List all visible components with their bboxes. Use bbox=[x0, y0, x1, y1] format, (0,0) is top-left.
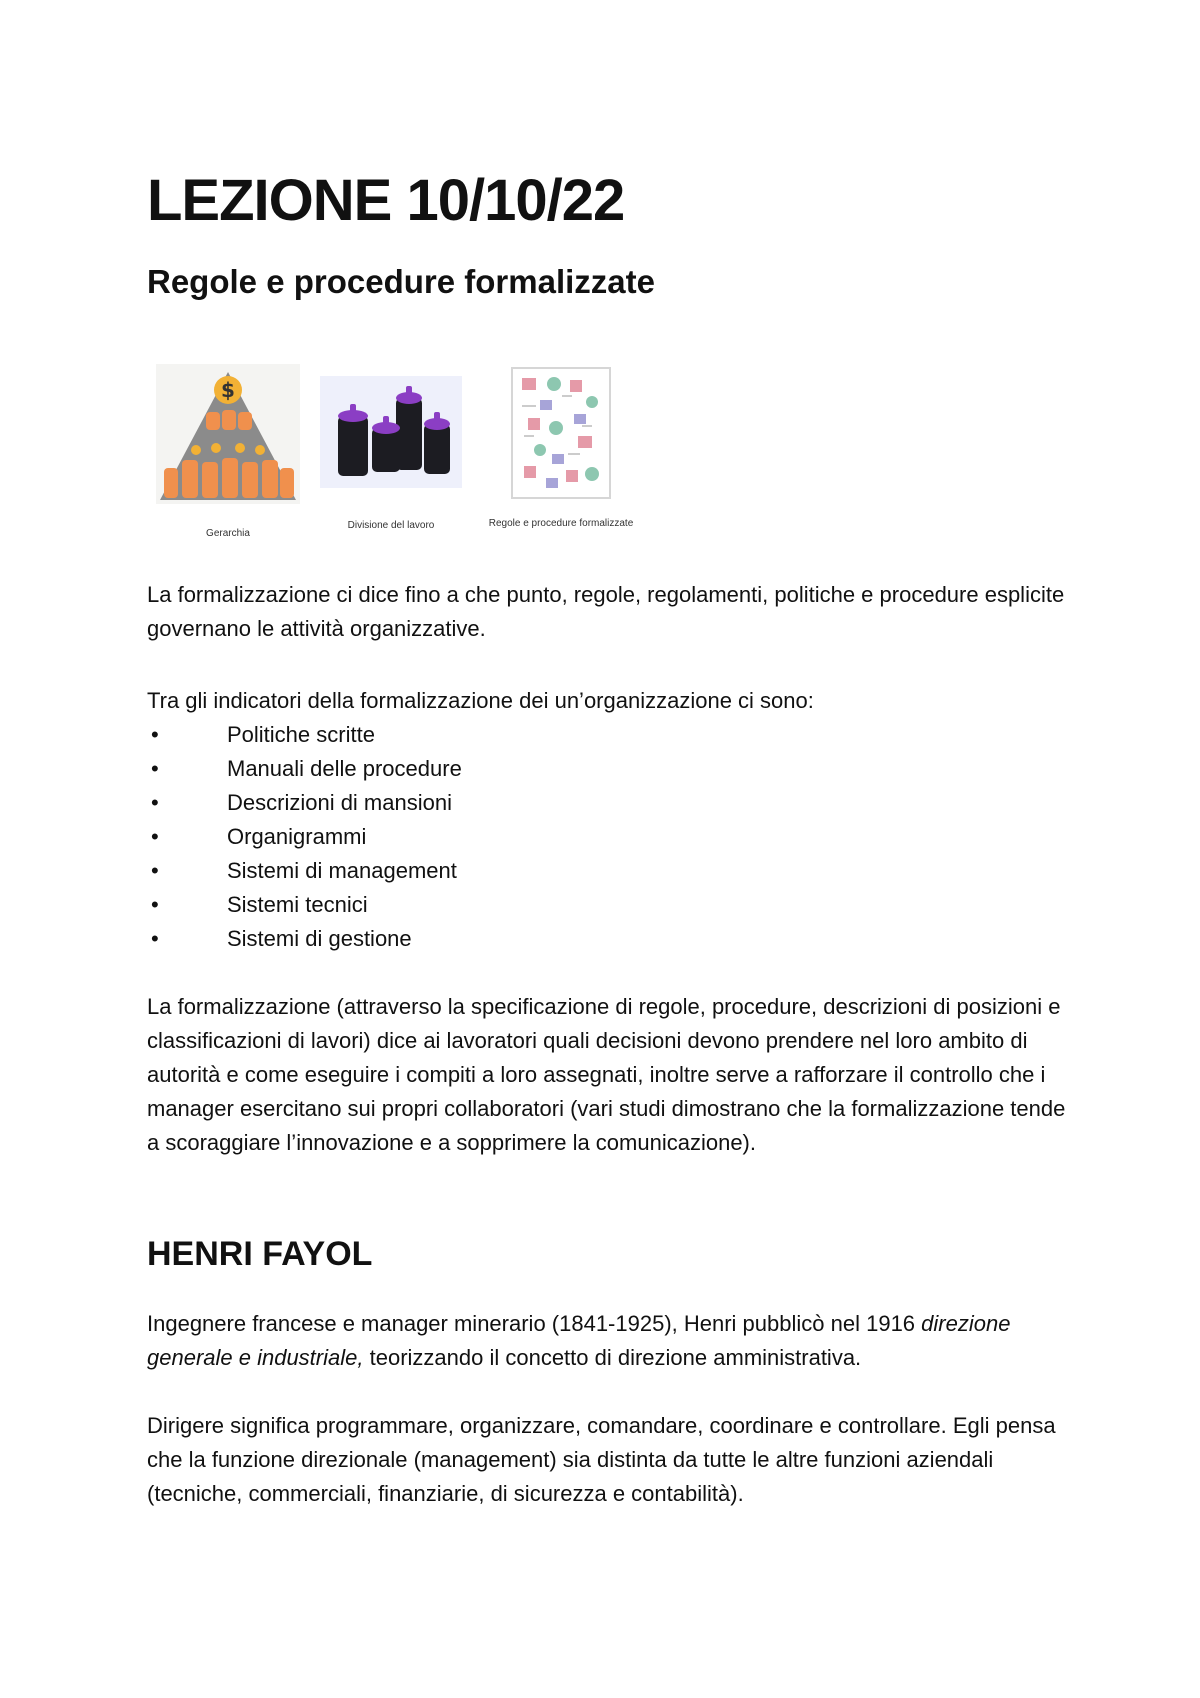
division-of-labor-icon bbox=[320, 376, 462, 531]
bullet-icon: • bbox=[151, 824, 159, 849]
paragraph-management-definition: Dirigere significa programmare, organizzare, comandare, coordinare e controllare. Egli pensa che la funzione direzionale (management) sia distinta da tutte le altre funzioni aziendali (tecniche, commerciali, finanziarie, di sicurezza e contabilità). bbox=[147, 1413, 1056, 1506]
figure-caption: Divisione del lavoro bbox=[347, 520, 435, 531]
svg-text:$: $ bbox=[221, 378, 235, 402]
figure-caption: Regole e procedure formalizzate bbox=[488, 518, 634, 529]
list-item: • Manuali delle procedure bbox=[147, 752, 462, 786]
paragraph-fayol-bio: Ingegnere francese e manager minerario (1841-1925), Henri pubblicò nel 1916 direzione generale e industriale, teorizzando il concetto di direzione amministrativa. bbox=[147, 1311, 1011, 1370]
figure-strip bbox=[150, 356, 670, 539]
paragraph-formalization-definition: La formalizzazione ci dice fino a che punto, regole, regolamenti, politiche e procedure esplicite governano le attività organizzative. bbox=[147, 582, 1065, 641]
list-item: • Sistemi di management bbox=[147, 854, 462, 888]
bullet-icon: • bbox=[151, 892, 159, 917]
bullet-icon: • bbox=[151, 858, 159, 883]
bullet-icon: • bbox=[151, 756, 159, 781]
bullet-icon: • bbox=[151, 722, 159, 747]
list-item: • Sistemi di gestione bbox=[147, 922, 462, 956]
rules-procedures-icon bbox=[488, 366, 634, 529]
bullet-icon: • bbox=[151, 926, 159, 951]
page-title: LEZIONE 10/10/22 bbox=[147, 168, 625, 233]
indicators-list bbox=[147, 718, 462, 956]
figure-caption: Gerarchia bbox=[206, 528, 250, 539]
paragraph-formalization-effects: La formalizzazione (attraverso la specificazione di regole, procedure, descrizioni di posizioni e classificazioni di lavori) dice ai lavoratori quali decisioni devono prendere nel loro ambito di autorità e come eseguire i compiti a loro assegnati, inoltre serve a rafforzare il controllo che i manager esercitano sui propri collaboratori (vari studi dimostrano che la formalizzazione tende a scoraggiare l’innovazione e a sopprimere la comunicazione). bbox=[147, 994, 1066, 1155]
hierarchy-pyramid-icon bbox=[156, 364, 300, 539]
list-item: • Sistemi tecnici bbox=[147, 888, 462, 922]
list-item: • Politiche scritte bbox=[147, 718, 462, 752]
book-title: direzione generale e industriale, bbox=[147, 1311, 1011, 1370]
list-item: • Organigrammi bbox=[147, 820, 462, 854]
paragraph-indicators-intro: Tra gli indicatori della formalizzazione dei un’organizzazione ci sono: bbox=[147, 688, 814, 713]
list-item: • Descrizioni di mansioni bbox=[147, 786, 462, 820]
bullet-icon: • bbox=[151, 790, 159, 815]
section-subtitle: Regole e procedure formalizzate bbox=[147, 263, 655, 300]
section-title-henri-fayol: HENRI FAYOL bbox=[147, 1235, 373, 1273]
